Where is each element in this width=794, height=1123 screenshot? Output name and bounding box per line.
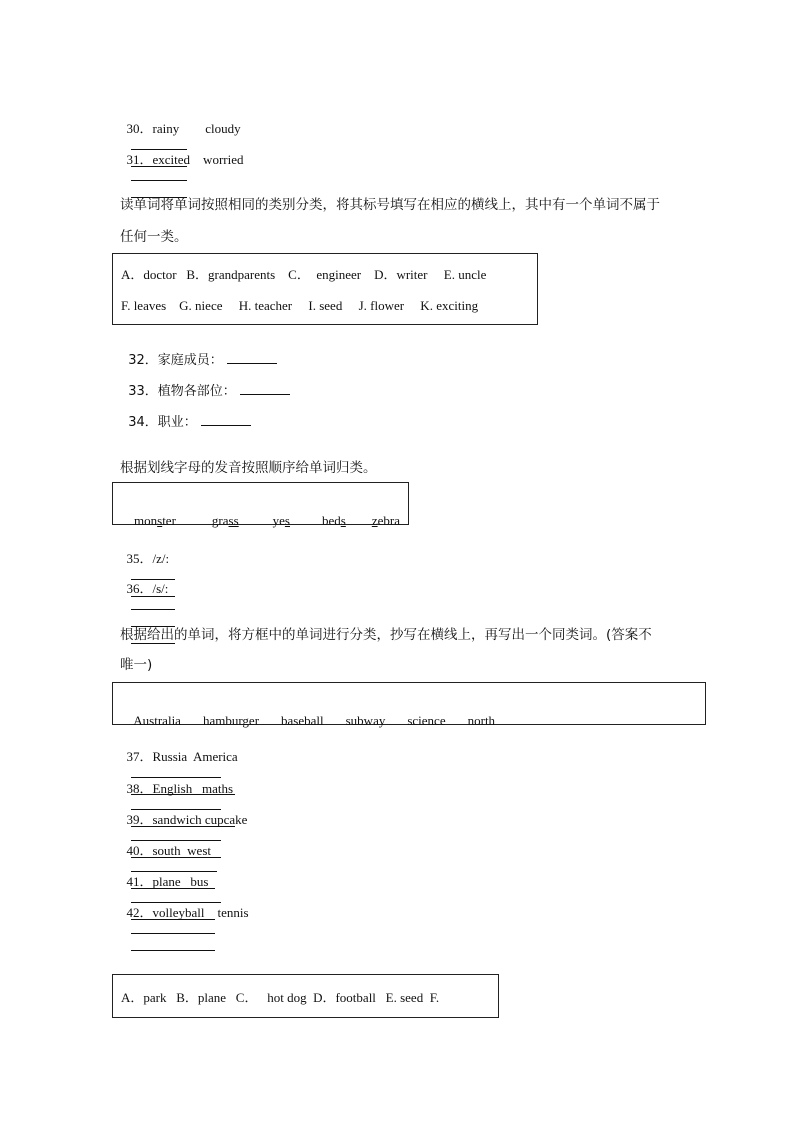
word-grass: grass — [211, 513, 239, 528]
section3-instruction: 根据给出的单词，将方框中的单词进行分类，抄写在横线上，再写出一个同类词。(答案不 唯一) — [120, 627, 652, 673]
word-monster: monster — [134, 513, 176, 528]
answer-blank[interactable] — [227, 351, 277, 364]
question-37: 37．Russia America — [120, 733, 238, 799]
question-35: 35．/z/: — [120, 535, 175, 601]
answer-blank[interactable] — [131, 614, 175, 627]
answer-blank[interactable] — [131, 938, 215, 951]
question-33: 33．植物各部位： — [120, 366, 290, 400]
word-zebra: zebra — [371, 513, 400, 528]
word-yes: yes — [272, 513, 290, 528]
answer-blank[interactable] — [201, 413, 251, 426]
question-36: 36．/s/: — [120, 565, 175, 648]
question-34: 34．职业： — [120, 397, 251, 431]
section1-instruction: 读单词将单词按照相同的类别分类，将其标号填写在相应的横线上，其中有一个单词不属于 任何一类。 — [120, 197, 660, 245]
word-box-1: A．doctor B．grandparents C． engineer D．writer E. uncle F. leaves G. niece H. teacher I. seed J. flower K. exciting — [112, 253, 538, 325]
answer-blank[interactable] — [131, 597, 175, 610]
question-32: 32．家庭成员： — [120, 335, 277, 369]
word-beds: beds — [321, 513, 346, 528]
question-42: 42．volleyball tennis — [120, 889, 249, 955]
word-box-2 — [112, 482, 409, 528]
section2-instruction: 根据划线字母的发音按照顺序给单词归类。 — [120, 460, 377, 476]
question-30: 30．rainy cloudy — [120, 105, 241, 171]
answer-blank[interactable] — [131, 168, 187, 181]
category-words: Australia hamburger baseball subway science north — [133, 713, 496, 728]
question-31: 31．excited worried — [120, 136, 243, 202]
answer-blank[interactable] — [131, 921, 215, 934]
word-box-4: A．park B．plane C． hot dog D．football E. seed F. — [112, 974, 499, 1018]
answer-blank[interactable] — [240, 382, 290, 395]
question-40: 40．south west — [120, 827, 217, 893]
question-39: 39．sandwich cupcake — [120, 796, 247, 862]
word-box-3 — [112, 682, 706, 728]
question-41: 41．plane bus — [120, 858, 221, 924]
question-38: 38．English maths — [120, 765, 235, 831]
